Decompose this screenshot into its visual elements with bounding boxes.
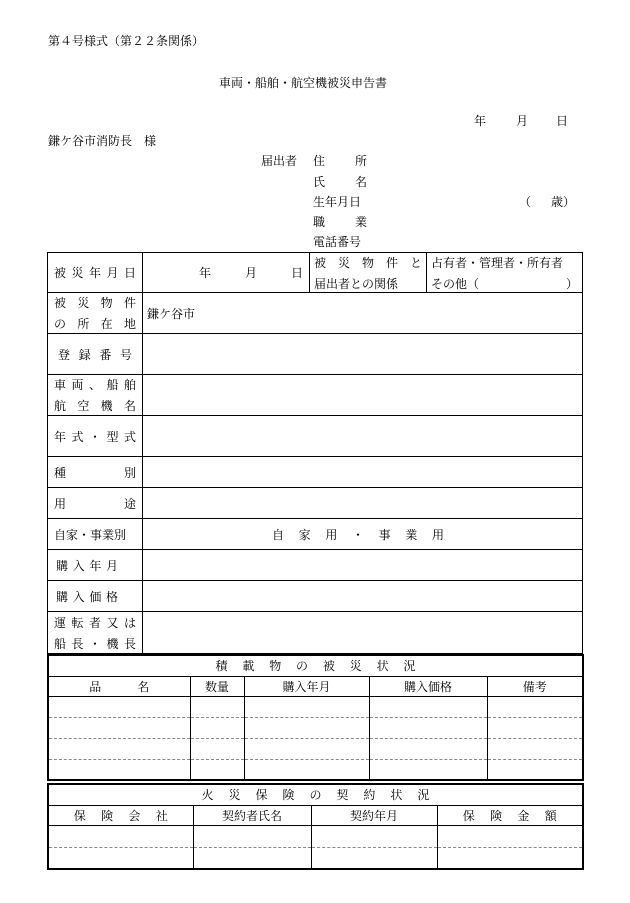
cargo-cell[interactable] [190,759,244,780]
cargo-cell[interactable] [369,696,487,717]
cargo-col-price: 購入価格 [369,676,487,696]
age-close: 歳） [551,195,576,209]
cargo-cell[interactable] [244,717,369,738]
cargo-cell[interactable] [48,717,190,738]
table-row [48,847,583,869]
insurance-cell[interactable] [48,825,193,847]
cargo-cell[interactable] [487,696,583,717]
cargo-col-note: 備考 [487,676,583,696]
date-month-label: 月 [516,114,529,128]
insurance-cell[interactable] [437,847,583,869]
registration-field[interactable] [143,334,583,375]
use-label: 用 途 [48,488,143,519]
cargo-heading: 積 載 物 の 被 災 状 況 [48,655,583,676]
insurance-col-amount: 保 険 金 額 [437,805,583,825]
cargo-cell[interactable] [190,738,244,759]
cargo-cell[interactable] [487,717,583,738]
purchase-price-field[interactable] [143,581,583,612]
age-open: （ [519,195,532,209]
type-field[interactable] [143,457,583,488]
form-title: 車両・船舶・航空機被災申告書 [219,76,388,90]
addressee: 鎌ケ谷市消防長 様 [48,134,157,148]
cargo-cell[interactable] [190,696,244,717]
phone-label: 電話番号 [313,235,362,249]
cargo-cell[interactable] [369,738,487,759]
applicant-label: 届出者 [261,154,298,168]
disaster-date-field[interactable]: 年 月 日 [143,253,310,293]
table-row [48,759,583,780]
vehicle-name-field[interactable] [143,375,583,416]
insurance-heading: 火 災 保 険 の 契 約 状 況 [48,784,583,805]
insurance-cell[interactable] [193,847,311,869]
insurance-col-holder: 契約者氏名 [193,805,311,825]
purchase-date-field[interactable] [143,550,583,581]
driver-label: 運 転 者 又 は 船 長 ・ 機 長 [48,612,143,654]
insurance-cell[interactable] [311,825,437,847]
insurance-table [47,783,584,870]
cargo-col-qty: 数量 [190,676,244,696]
date-day-label: 日 [556,114,569,128]
disaster-date-label: 被 災 年 月 日 [48,253,143,293]
name-label: 氏 名 [313,175,367,189]
occupation-label: 職 業 [313,215,367,229]
table-row [48,717,583,738]
cargo-cell[interactable] [48,696,190,717]
cargo-cell[interactable] [244,696,369,717]
cargo-cell[interactable] [244,759,369,780]
insurance-cell[interactable] [437,825,583,847]
registration-label: 登 録 番 号 [48,334,143,375]
cargo-cell[interactable] [244,738,369,759]
birthdate-label: 生年月日 [313,195,362,209]
cargo-col-item: 品 名 [48,676,190,696]
cargo-cell[interactable] [369,717,487,738]
model-label: 年 式 ・ 型 式 [48,416,143,457]
insurance-cell[interactable] [193,825,311,847]
type-label: 種 別 [48,457,143,488]
purchase-price-label: 購 入 価 格 [48,581,143,612]
cargo-cell[interactable] [48,759,190,780]
table-row [48,825,583,847]
ownership-field[interactable]: 自 家 用 ・ 事 業 用 [143,519,583,550]
insurance-col-company: 保 険 会 社 [48,805,193,825]
address-label: 住 所 [313,154,367,168]
cargo-cell[interactable] [369,759,487,780]
cargo-cell[interactable] [190,717,244,738]
cargo-cell[interactable] [487,738,583,759]
insurance-cell[interactable] [311,847,437,869]
driver-field[interactable] [143,612,583,654]
main-table [47,252,583,654]
form-number: 第４号様式（第２２条関係） [48,34,205,48]
location-field[interactable]: 鎌ケ谷市 [143,293,583,334]
insurance-cell[interactable] [48,847,193,869]
cargo-cell[interactable] [48,738,190,759]
vehicle-name-label: 車 両 、 船 舶 航 空 機 名 [48,375,143,416]
date-year-label: 年 [474,114,487,128]
ownership-label: 自家・事業別 [48,519,143,550]
table-row [48,696,583,717]
use-field[interactable] [143,488,583,519]
cargo-col-date: 購入年月 [244,676,369,696]
model-field[interactable] [143,416,583,457]
relation-label: 被 災 物 件 と 届出者との関係 [310,253,427,293]
location-label: 被 災 物 件 の 所 在 地 [48,293,143,334]
cargo-cell[interactable] [487,759,583,780]
insurance-col-date: 契約年月 [311,805,437,825]
relation-field[interactable]: 占有者・管理者・所有者 その他（ ） [427,253,583,293]
table-row [48,738,583,759]
purchase-date-label: 購 入 年 月 [48,550,143,581]
cargo-table [47,654,584,781]
